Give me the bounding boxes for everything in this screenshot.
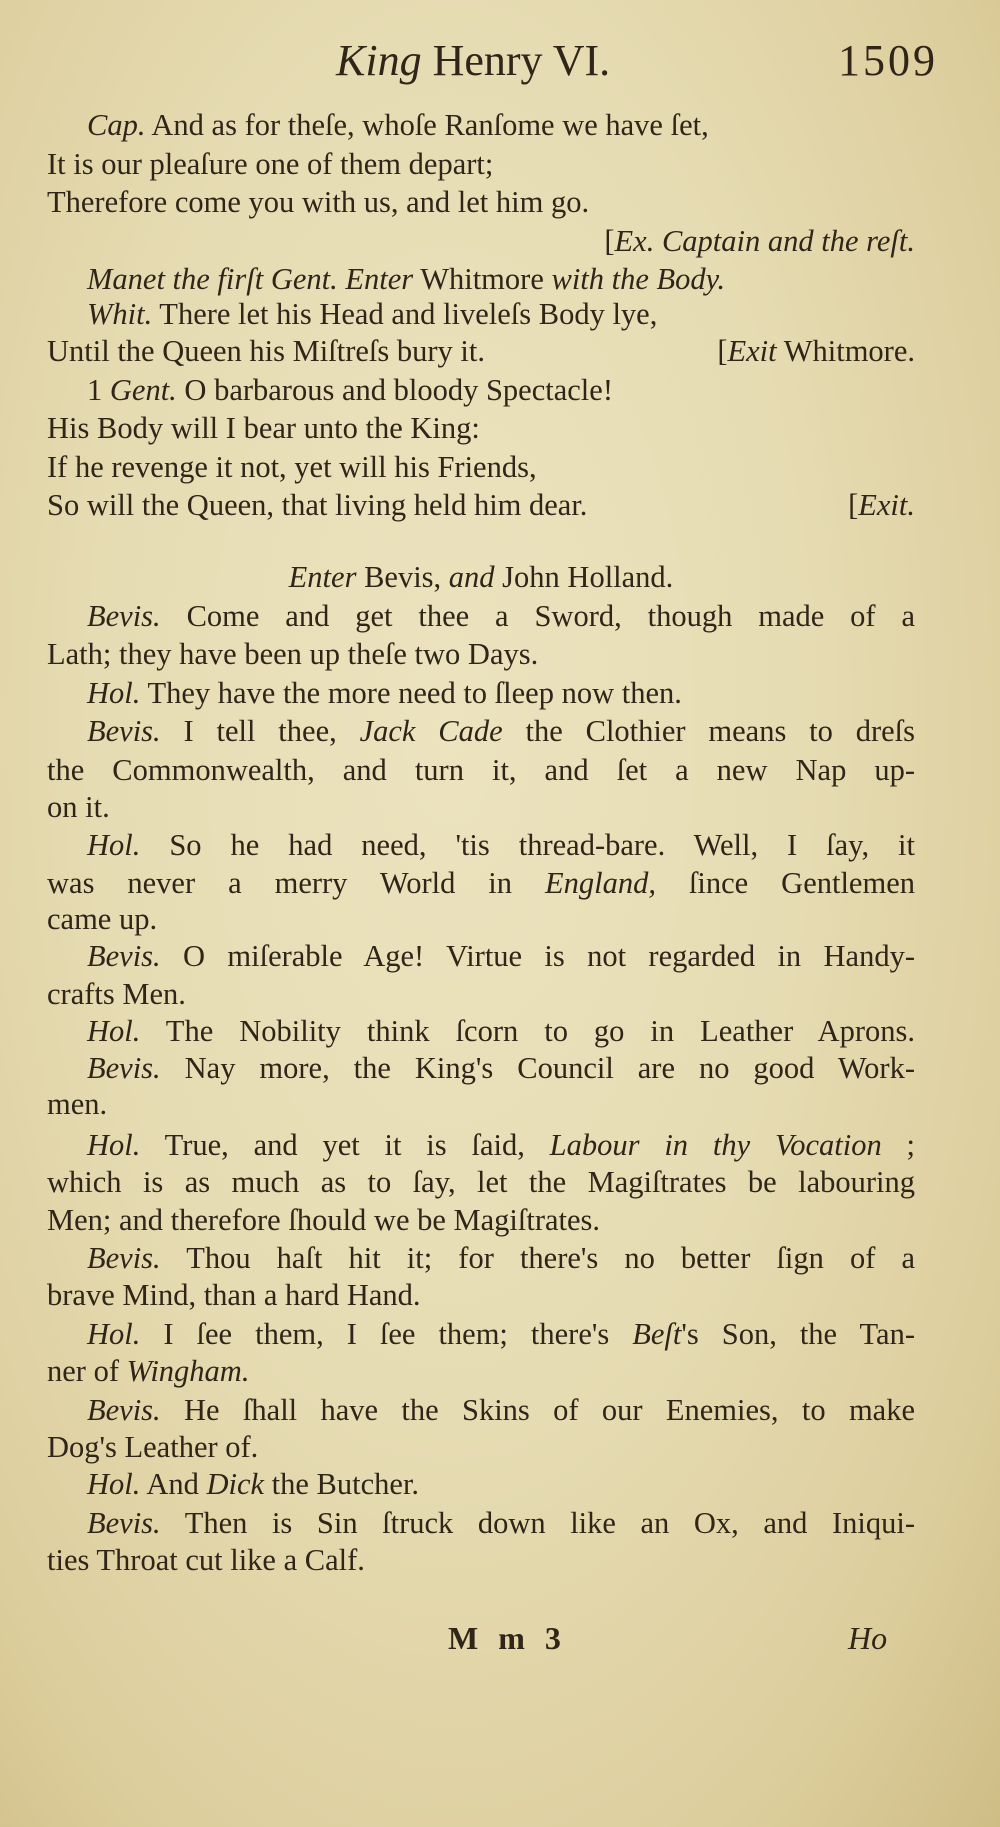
text-run: the Clothier means to dreſs — [502, 714, 916, 749]
italic-text: Bevis. — [87, 1505, 161, 1540]
text-line — [47, 183, 915, 221]
catchword-text: Ho — [848, 1620, 888, 1656]
text-line — [87, 937, 915, 975]
text-run: I ſee them, I ſee them; there's — [140, 1316, 633, 1351]
italic-text: England, — [544, 865, 656, 900]
italic-text: Hol. — [87, 1128, 141, 1163]
italic-text: Manet the firſt Gent. — [87, 262, 338, 297]
italic-text: Hol. — [87, 1467, 141, 1502]
text-run: Then is Sin ſtruck down like an Ox, and Iniqui- — [160, 1505, 915, 1540]
text-run: 1 — [87, 372, 110, 407]
text-run: O miſerable Age! Virtue is not regarded in Handy- — [160, 939, 915, 974]
text-run: So he had need, 'tis thread-bare. Well, I ſay, it — [140, 828, 915, 863]
italic-text: Ex. Captain and the reſt. — [614, 223, 915, 258]
page-number: 1509 — [838, 36, 938, 85]
text-run: O barbarous and bloody Spectacle! — [176, 372, 613, 407]
italic-text: Labour in thy Vocation — [549, 1128, 882, 1163]
signature-mark: M m 3 — [448, 1620, 567, 1656]
text-line — [87, 674, 915, 712]
italic-text: Bevis. — [87, 1241, 161, 1276]
text-line — [87, 1012, 915, 1050]
text-run: brave Mind, than a hard Hand. — [47, 1278, 421, 1313]
italic-text: Enter — [345, 262, 414, 297]
text-line — [87, 1391, 915, 1429]
text-line — [47, 900, 915, 938]
text-line — [47, 975, 915, 1013]
text-line — [47, 1428, 915, 1466]
text-line — [47, 222, 915, 260]
italic-text: Bevis. — [87, 939, 161, 974]
stage-direction — [848, 486, 915, 524]
italic-text: Beſt — [632, 1316, 682, 1351]
text-line — [87, 826, 915, 864]
text-line — [87, 1504, 915, 1542]
text-line — [87, 371, 915, 409]
text-run: Thou haſt hit it; for there's no better ſign of a — [160, 1241, 915, 1276]
text-line — [47, 1201, 915, 1239]
text-run: Until the Queen his Miſtreſs bury it. — [47, 334, 485, 369]
italic-text: with the Body. — [551, 262, 726, 297]
text-run: True, and yet it is ſaid, — [140, 1128, 550, 1163]
italic-text: Whit. — [87, 297, 153, 332]
catchword — [848, 1620, 887, 1657]
text-line — [47, 1163, 915, 1201]
italic-text: Exit. — [858, 488, 915, 523]
text-run: which is as much as to ſay, let the Magiſtrates be labouring — [47, 1165, 915, 1200]
italic-text: Jack Cade — [359, 714, 503, 749]
text-line — [87, 597, 915, 635]
italic-text: Gent. — [109, 372, 177, 407]
text-run: men. — [47, 1087, 108, 1122]
text-line — [47, 145, 915, 183]
text-run: The Nobility think ſcorn to go in Leather Aprons. — [140, 1013, 915, 1048]
text-run: crafts Men. — [47, 976, 186, 1011]
text-run: was never a merry World in — [47, 865, 545, 900]
text-run: And — [140, 1467, 207, 1502]
italic-text: Hol. — [87, 828, 141, 863]
text-line — [47, 1541, 915, 1579]
text-run: 's Son, the Tan- — [681, 1316, 915, 1351]
text-line — [47, 1276, 915, 1314]
text-run: Whitmore. — [776, 334, 915, 369]
italic-text: Exit — [727, 334, 777, 369]
text-run: Dog's Leather of. — [47, 1429, 259, 1464]
text-run: came up. — [47, 901, 158, 936]
text-run: It is our pleaſure one of them depart; — [47, 146, 494, 181]
text-run: [ — [604, 223, 615, 258]
text-run: There let his Head and liveleſs Body lye, — [152, 297, 658, 332]
text-line — [47, 332, 915, 370]
text-run: the Butcher. — [264, 1467, 420, 1502]
text-line — [87, 260, 915, 298]
text-line — [47, 1352, 915, 1390]
italic-text: Wingham. — [126, 1354, 250, 1389]
text-run: John Holland. — [494, 560, 674, 595]
text-run: Bevis, — [356, 560, 449, 595]
text-line — [87, 1315, 915, 1353]
text-line — [47, 448, 915, 486]
text-run: So will the Queen, that living held him dear. — [47, 488, 588, 523]
text-line — [87, 1049, 915, 1087]
text-line — [87, 1239, 915, 1277]
text-run: ſince Gentlemen — [655, 865, 915, 900]
text-run: [ — [848, 488, 859, 523]
text-run: ties Throat cut like a Calf. — [47, 1542, 365, 1577]
italic-text: Bevis. — [87, 1392, 161, 1427]
text-line — [47, 409, 915, 447]
italic-text: Bevis. — [87, 1051, 161, 1086]
italic-text: Enter — [288, 560, 357, 595]
running-title — [336, 36, 610, 86]
text-run: If he revenge it not, yet will his Friends, — [47, 449, 537, 484]
text-run: Nay more, the King's Council are no good Work- — [160, 1051, 915, 1086]
italic-text: Hol. — [87, 1013, 141, 1048]
italic-text: Dick — [206, 1467, 265, 1502]
italic-text: Hol. — [87, 1316, 141, 1351]
italic-text: Cap. — [87, 108, 146, 143]
text-run: Whitmore — [413, 262, 552, 297]
text-run: ; — [881, 1128, 915, 1163]
text-run: His Body will I bear unto the King: — [47, 411, 480, 446]
text-run: on it. — [47, 790, 110, 825]
stage-direction — [717, 332, 915, 370]
text-run: Lath; they have been up theſe two Days. — [47, 637, 539, 672]
text-line — [47, 558, 915, 596]
text-run: I tell thee, — [160, 714, 360, 749]
italic-text: and — [448, 560, 495, 595]
text-line — [87, 295, 915, 333]
italic-text: Bevis. — [87, 714, 161, 749]
text-line — [87, 1465, 915, 1503]
text-run: And as for theſe, whoſe Ranſome we have ſet, — [145, 108, 709, 143]
running-title-rest: Henry VI. — [432, 36, 611, 85]
text-run: He ſhall have the Skins of our Enemies, to make — [160, 1392, 915, 1427]
text-line — [47, 788, 915, 826]
text-line — [47, 486, 915, 524]
text-run: Therefore come you with us, and let him go. — [47, 185, 590, 220]
text-run: ner of — [47, 1354, 127, 1389]
running-title-italic: King — [336, 36, 422, 85]
text-run: Come and get thee a Sword, though made of a — [160, 598, 915, 633]
text-run: [ — [717, 334, 728, 369]
text-line — [47, 1085, 915, 1123]
text-run: They have the more need to ſleep now then. — [140, 675, 682, 710]
text-line — [47, 751, 915, 789]
text-line — [87, 712, 915, 750]
italic-text: Bevis. — [87, 598, 161, 633]
text-line — [47, 864, 915, 902]
text-line — [87, 106, 915, 144]
text-line — [87, 1126, 915, 1164]
italic-text: Hol. — [87, 675, 141, 710]
text-run: Men; and therefore ſhould we be Magiſtrates. — [47, 1202, 601, 1237]
text-run: the Commonwealth, and turn it, and ſet a new Nap up- — [47, 752, 915, 787]
text-line — [47, 635, 915, 673]
